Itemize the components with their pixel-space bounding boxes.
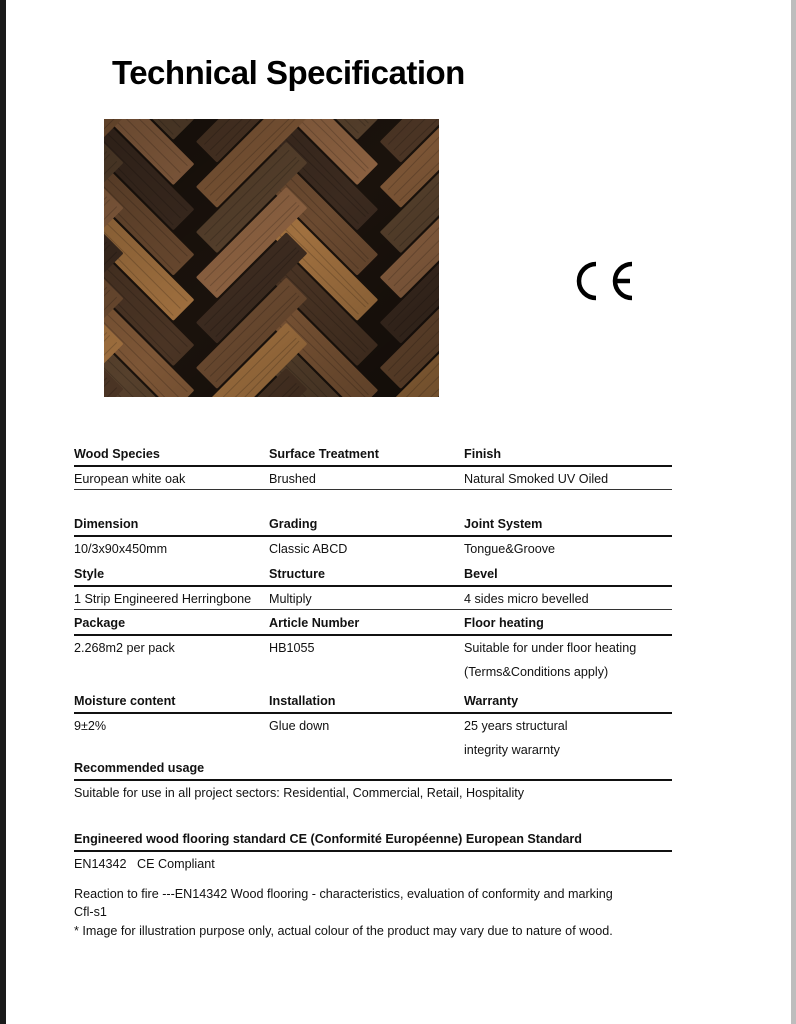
spec-value: 1 Strip Engineered Herringbone [74, 592, 252, 606]
fire-reaction-note: Reaction to fire ---EN14342 Wood flooring - characteristics, evaluation of conformity and marking [74, 887, 613, 901]
spec-value-row [74, 539, 672, 559]
spec-group-package [74, 613, 672, 679]
spec-heading-row [74, 613, 672, 633]
divider [74, 489, 672, 490]
spec-heading: Style [74, 567, 105, 581]
standard-heading-row [74, 829, 672, 849]
spec-value-row [74, 469, 672, 489]
divider [74, 850, 672, 852]
spec-value: Classic ABCD [269, 542, 348, 556]
recommended-text: Suitable for use in all project sectors: Residential, Commercial, Retail, Hospitality [74, 786, 525, 800]
spec-heading: Warranty [464, 694, 519, 708]
spec-heading: Bevel [464, 567, 498, 581]
spec-heading: Moisture content [74, 694, 176, 708]
standard-text: EN14342 CE Compliant [74, 857, 215, 871]
recommended-heading: Recommended usage [74, 761, 205, 775]
spec-heading-row [74, 444, 672, 464]
spec-heading: Finish [464, 447, 502, 461]
standard-heading: Engineered wood flooring standard CE (Conformité Européenne) European Standard [74, 832, 582, 846]
page-left-edge [0, 0, 6, 1024]
spec-heading: Article Number [269, 616, 360, 630]
spec-heading: Structure [269, 567, 325, 581]
spec-value-continued: integrity wararnty [464, 743, 560, 757]
spec-heading: Joint System [464, 517, 543, 531]
image-disclaimer: * Image for illustration purpose only, actual colour of the product may vary due to nature of wood. [74, 924, 613, 938]
spec-group-dimension [74, 514, 672, 559]
recommended-usage-section [74, 758, 672, 803]
spec-heading: Grading [269, 517, 318, 531]
standard-section [74, 829, 672, 874]
spec-heading: Installation [269, 694, 336, 708]
recommended-heading-row [74, 758, 672, 778]
divider [74, 609, 672, 610]
spec-value: 10/3x90x450mm [74, 542, 168, 556]
spec-value: Glue down [269, 719, 330, 733]
spec-value: European white oak [74, 472, 186, 486]
spec-value: Suitable for under floor heating [464, 641, 637, 655]
spec-heading-row [74, 691, 672, 711]
spec-heading: Wood Species [74, 447, 160, 461]
divider [74, 535, 672, 537]
ce-mark-logo [570, 256, 636, 311]
fire-class-note: Cfl-s1 [74, 905, 107, 919]
spec-value: 25 years structural [464, 719, 568, 733]
spec-heading: Floor heating [464, 616, 544, 630]
spec-heading-row [74, 564, 672, 584]
spec-value: 4 sides micro bevelled [464, 592, 589, 606]
spec-heading-row [74, 514, 672, 534]
spec-group-species [74, 444, 672, 490]
spec-value: Tongue&Groove [464, 542, 556, 556]
spec-value: Brushed [269, 472, 316, 486]
spec-value: HB1055 [269, 641, 315, 655]
herringbone-floor-image [104, 119, 439, 397]
spec-heading: Dimension [74, 517, 139, 531]
spec-heading: Surface Treatment [269, 447, 379, 461]
divider [74, 465, 672, 467]
standard-text-row [74, 854, 672, 874]
spec-value-row [74, 638, 672, 679]
spec-group-style [74, 564, 672, 610]
spec-value: 2.268m2 per pack [74, 641, 175, 655]
spec-value: Natural Smoked UV Oiled [464, 472, 609, 486]
spec-value-row [74, 716, 672, 757]
divider [74, 779, 672, 781]
divider [74, 634, 672, 636]
spec-value-continued: (Terms&Conditions apply) [464, 665, 609, 679]
spec-value: Multiply [269, 592, 312, 606]
divider [74, 585, 672, 587]
page-right-edge [791, 0, 796, 1024]
recommended-text-row [74, 783, 672, 803]
spec-group-moisture [74, 691, 672, 757]
spec-value-row [74, 589, 672, 609]
page-title: Technical Specification [112, 54, 465, 91]
spec-heading: Package [74, 616, 126, 630]
divider [74, 712, 672, 714]
spec-value: 9±2% [74, 719, 107, 733]
